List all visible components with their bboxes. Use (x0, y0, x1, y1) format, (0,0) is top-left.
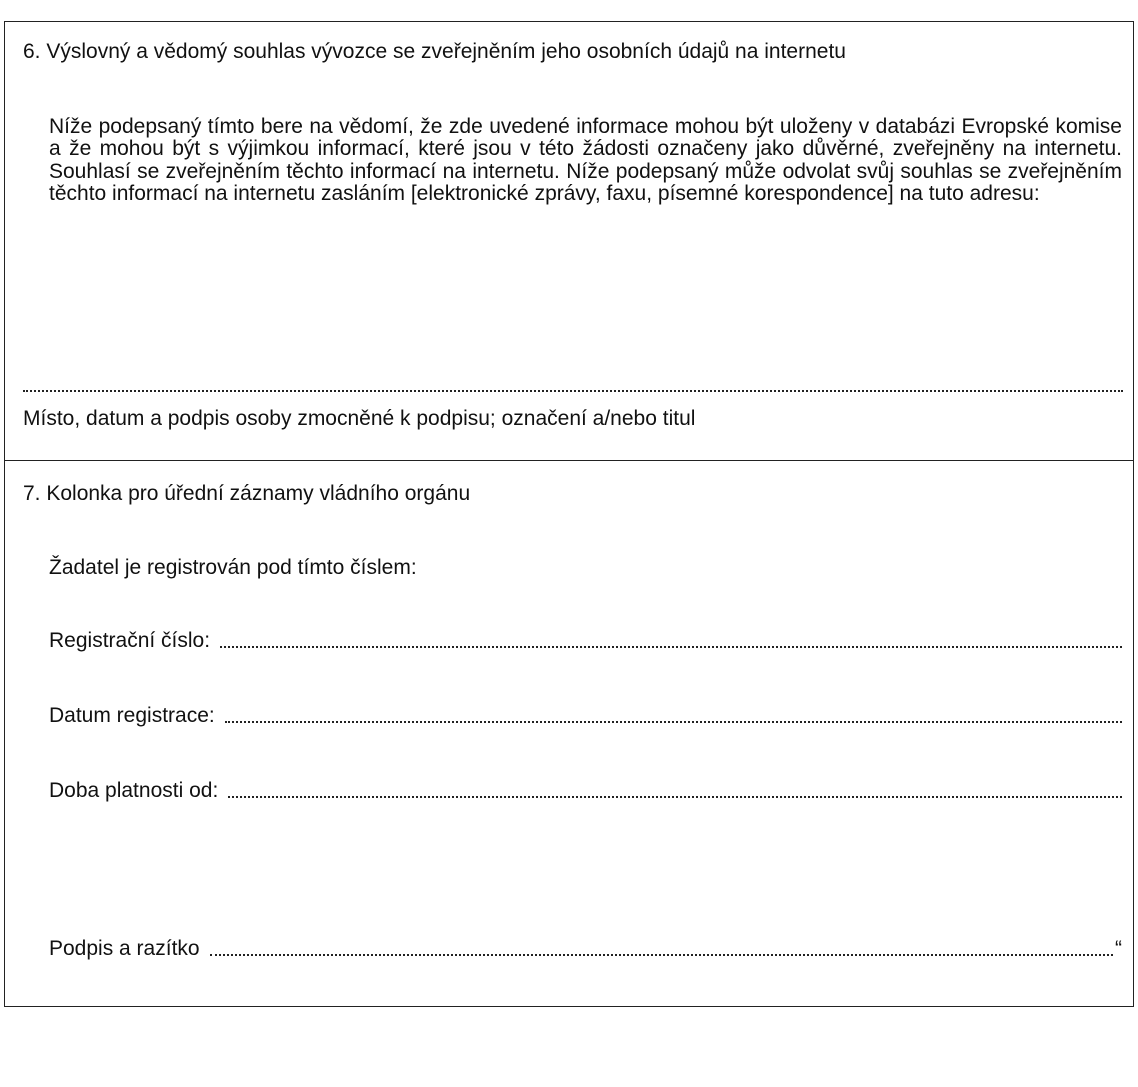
closing-quote: “ (1115, 937, 1122, 960)
registration-number-field[interactable] (49, 628, 1122, 652)
signature-dotted-line (23, 390, 1123, 392)
section-6-consent-paragraph: Níže podepsaný tímto bere na vědomí, že zde uvedené informace mohou být uloženy v databázi Evropské komise a že mohou být s výjimkou informací, které jsou v této žádosti označeny jako důvěrné, zveřejněny na internetu. Souhlasí se zveřejněním těchto informací na internetu. Níže podepsaný může odvolat svůj souhlas se zveřejněním těchto informací na internetu zasláním [elektronické zprávy, faxu, písemné korespondence] na tuto adresu: (49, 115, 1122, 206)
section-7-heading: 7. Kolonka pro úřední záznamy vládního orgánu (23, 482, 471, 505)
signature-stamp-label: Podpis a razítko (49, 937, 200, 960)
section-divider (5, 460, 1133, 461)
validity-from-field[interactable] (49, 778, 1122, 802)
registration-date-field[interactable] (49, 703, 1122, 727)
registration-date-label: Datum registrace: (49, 704, 215, 727)
signature-stamp-field[interactable] (49, 936, 1122, 960)
signature-stamp-dots (210, 954, 1113, 956)
registration-intro: Žadatel je registrován pod tímto číslem: (49, 556, 417, 579)
form-frame (4, 21, 1134, 1007)
section-6-heading: 6. Výslovný a vědomý souhlas vývozce se zveřejněním jeho osobních údajů na internetu (23, 40, 846, 63)
validity-from-label: Doba platnosti od: (49, 779, 219, 802)
registration-number-dots (220, 646, 1122, 648)
registration-date-dots (225, 721, 1122, 723)
registration-number-label: Registrační číslo: (49, 629, 211, 652)
validity-from-dots (228, 796, 1122, 798)
signature-caption: Místo, datum a podpis osoby zmocněné k podpisu; označení a/nebo titul (23, 407, 696, 430)
